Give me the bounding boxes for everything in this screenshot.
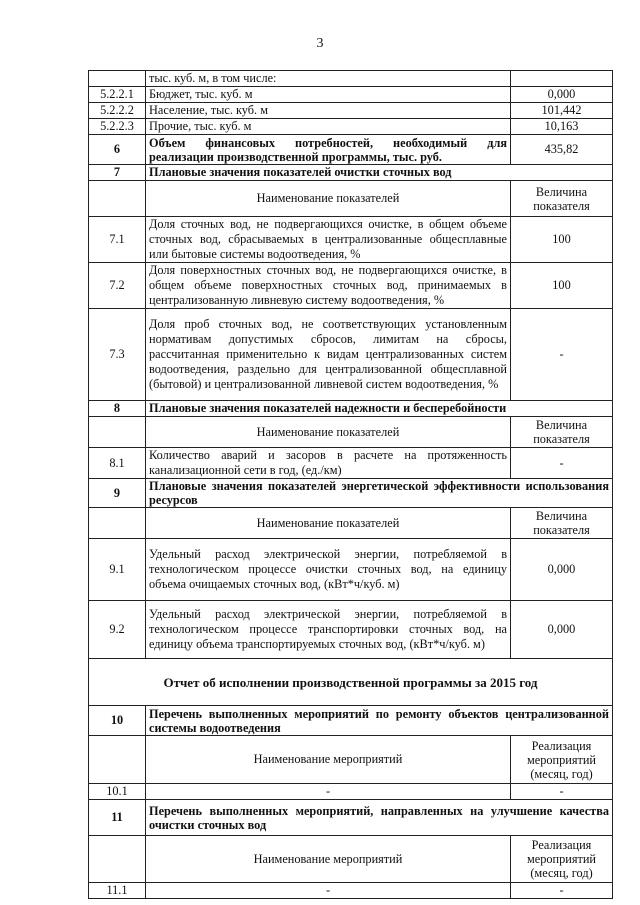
row-value: 0,000 [511,87,613,103]
row-text: Удельный расход электрической энергии, потребляемой в технологическом процессе транспортировки сточных вод, на единицу объема транспортируемых сточных вод, (кВт*ч/куб. м) [146,601,511,659]
section-title: Перечень выполненных мероприятий, направленных на улучшение качества очистки сточных вод [146,800,613,836]
row-number: 5.2.2.1 [89,87,146,103]
row-value: 100 [511,263,613,309]
row-text: тыс. куб. м, в том числе: [146,71,511,87]
column-header-name: Наименование мероприятий [146,836,511,883]
row-text: Бюджет, тыс. куб. м [146,87,511,103]
column-header-row [89,181,613,217]
row-text: Доля поверхностных сточных вод, не подвергающихся очистке, в общем объеме поверхностных сточных вод, принимаемых в централизованную ливневую систему водоотведения, % [146,263,511,309]
section-title: Плановые значения показателей энергетической эффективности использования ресурсов [146,479,613,508]
report-title-row [89,659,613,706]
section-header [89,401,613,417]
row-number: 5.2.2.2 [89,103,146,119]
table-row [89,601,613,659]
section-number: 11 [89,800,146,836]
row-value: - [511,784,613,800]
row-value: 100 [511,217,613,263]
report-title: Отчет об исполнении производственной программы за 2015 год [89,659,613,706]
table-row [89,87,613,103]
section-title: Плановые значения показателей надежности и бесперебойности [146,401,613,417]
row-number: 7.1 [89,217,146,263]
section-title: Перечень выполненных мероприятий по ремонту объектов централизованной системы водоотведения [146,706,613,736]
table-row [89,135,613,165]
row-text: - [146,784,511,800]
row-value: - [511,448,613,479]
row-text: Удельный расход электрической энергии, потребляемой в технологическом процессе очистки сточных вод, на единицу объема очищаемых сточных вод, (кВт*ч/куб. м) [146,539,511,601]
row-number: 10.1 [89,784,146,800]
row-text: Доля сточных вод, не подвергающихся очистке, в общем объеме сточных вод, сбрасываемых в централизованные общесплавные или бытовые системы водоотведения, % [146,217,511,263]
table-row [89,784,613,800]
column-header-row [89,508,613,539]
section-header [89,706,613,736]
row-value: 10,163 [511,119,613,135]
row-text: Доля проб сточных вод, не соответствующих установленным нормативам допустимых сбросов, лимитам на сбросы, рассчитанная применительно к видам централизованных систем водоотведения, раздельно для централизованной общесплавной (бытовой) и централизованной ливневой систем водоотведения, % [146,309,511,401]
table-row [89,71,613,87]
program-table [88,70,613,899]
row-number: 11.1 [89,883,146,899]
row-value: 435,82 [511,135,613,165]
column-header-name: Наименование показателей [146,417,511,448]
table-row [89,539,613,601]
table-row [89,263,613,309]
row-text: Прочие, тыс. куб. м [146,119,511,135]
row-value [511,71,613,87]
row-value: 0,000 [511,601,613,659]
row-number [89,71,146,87]
column-header-name: Наименование показателей [146,181,511,217]
row-text: Население, тыс. куб. м [146,103,511,119]
row-value: 0,000 [511,539,613,601]
column-header-row [89,736,613,784]
row-number: 7.3 [89,309,146,401]
column-header-name: Наименование мероприятий [146,736,511,784]
row-number: 7.2 [89,263,146,309]
section-header [89,165,613,181]
table-row [89,309,613,401]
row-number: 6 [89,135,146,165]
table-row [89,119,613,135]
row-number: 9.2 [89,601,146,659]
column-header-value: Величина показателя [511,181,613,217]
column-header-name: Наименование показателей [146,508,511,539]
table-row [89,448,613,479]
row-number: 8.1 [89,448,146,479]
row-value: - [511,309,613,401]
section-header [89,479,613,508]
section-number: 9 [89,479,146,508]
row-number: 5.2.2.3 [89,119,146,135]
section-title: Плановые значения показателей очистки сточных вод [146,165,613,181]
row-text: Количество аварий и засоров в расчете на протяженность канализационной сети в год, (ед./км) [146,448,511,479]
column-header-value: Величина показателя [511,508,613,539]
column-header-row [89,417,613,448]
column-header-value: Реализация мероприятий (месяц, год) [511,836,613,883]
section-number: 7 [89,165,146,181]
row-value: - [511,883,613,899]
page-number: 3 [316,36,324,51]
row-value: 101,442 [511,103,613,119]
table-row [89,883,613,899]
table-row [89,217,613,263]
section-number: 10 [89,706,146,736]
column-header-row [89,836,613,883]
section-header [89,800,613,836]
column-header-value: Реализация мероприятий (месяц, год) [511,736,613,784]
row-number: 9.1 [89,539,146,601]
column-header-value: Величина показателя [511,417,613,448]
row-text: - [146,883,511,899]
row-text: Объем финансовых потребностей, необходимый для реализации производственной программы, тыс. руб. [146,135,511,165]
section-number: 8 [89,401,146,417]
table-row [89,103,613,119]
